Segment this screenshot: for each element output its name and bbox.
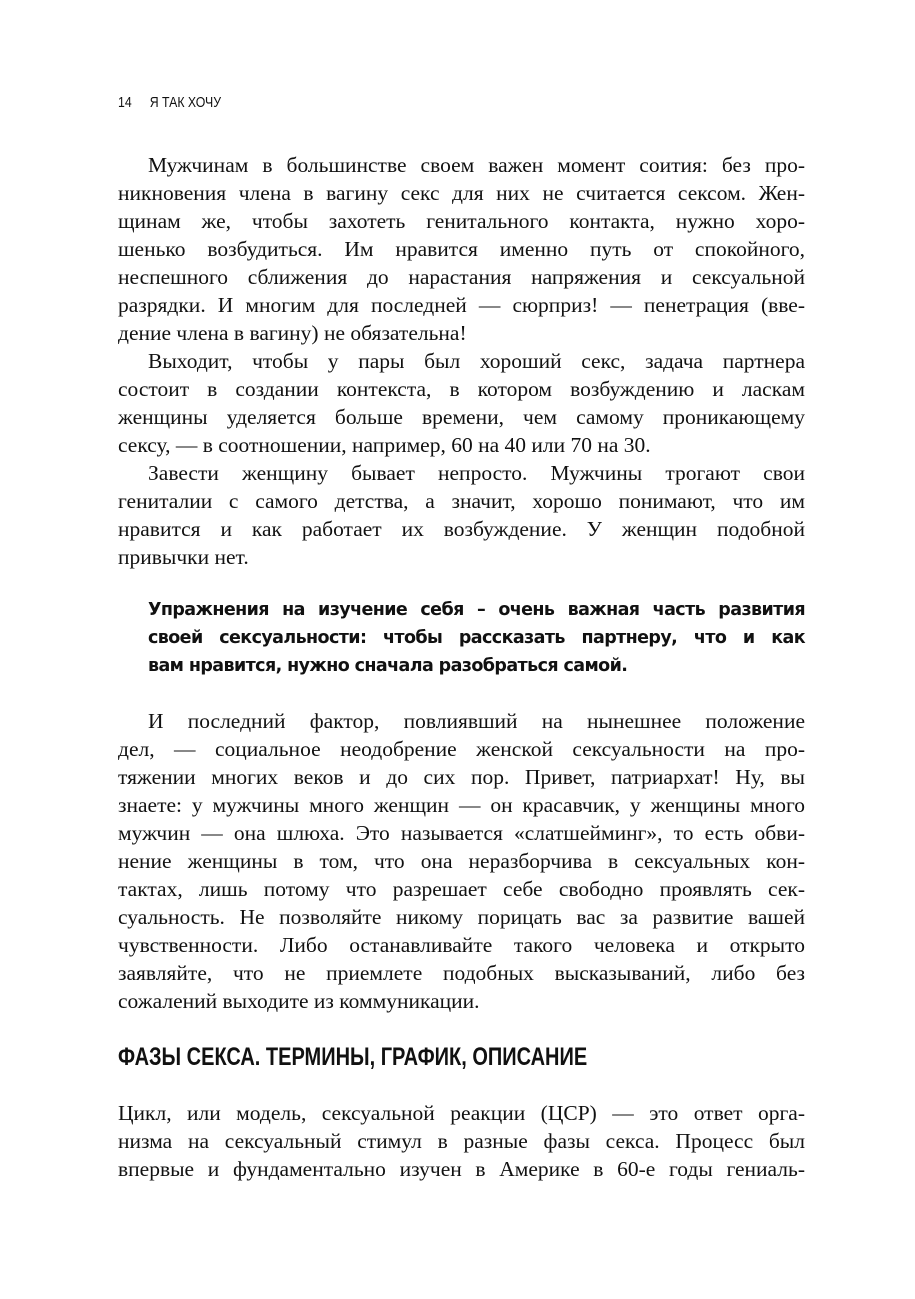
text-line: заявляйте, что не приемлете подобных высказываний, либо без [118,961,805,985]
text-line: сожалений выходите из коммуникации. [118,989,480,1013]
callout-line: вам нравится, нужно сначала разобраться самой. [148,656,628,676]
text-line: тяжении многих веков и до сих пор. Привет, патриархат! Ну, вы [118,765,805,789]
callout-line: своей сексуальности: чтобы рассказать партнеру, что и как [148,628,805,648]
text-line: знаете: у мужчины много женщин — он красавчик, у женщины много [118,793,805,817]
text-line: чувственности. Либо останавливайте такого человека и открыто [118,933,805,957]
text-line: привычки нет. [118,545,249,569]
text-line: никновения члена в вагину секс для них не считается сексом. Жен- [118,181,805,205]
text-line: разрядки. И многим для последней — сюрприз! — пенетрация (вве- [118,293,805,317]
text-line: женщины уделяется больше времени, чем самому проникающему [118,405,805,429]
text-line: неспешного сближения до нарастания напряжения и сексуальной [118,265,805,289]
text-line: дел, — социальное неодобрение женской сексуальности на про- [118,737,805,761]
text-line: Выходит, чтобы у пары был хороший секс, задача партнера [148,349,805,373]
page-number: 14 [118,94,132,111]
text-line: суальность. Не позволяйте никому порицать вас за развитие вашей [118,905,805,929]
running-header [118,94,239,111]
running-title: Я ТАК ХОЧУ [149,94,222,111]
section-heading: ФАЗЫ СЕКСА. ТЕРМИНЫ, ГРАФИК, ОПИСАНИЕ [118,1043,588,1071]
text-line: впервые и фундаментально изучен в Америке в 60-е годы гениаль- [118,1157,805,1181]
text-line: Мужчинам в большинстве своем важен момент соития: без про- [148,153,805,177]
text-line: шенько возбудиться. Им нравится именно путь от спокойного, [118,237,805,261]
text-line: Завести женщину бывает непросто. Мужчины трогают свои [148,461,805,485]
text-line: низма на сексуальный стимул в разные фазы секса. Процесс был [118,1129,805,1153]
text-line: мужчин — она шлюха. Это называется «слатшейминг», то есть обви- [118,821,805,845]
text-line: гениталии с самого детства, а значит, хорошо понимают, что им [118,489,805,513]
text-line: тактах, лишь потому что разрешает себе свободно проявлять сек- [118,877,805,901]
text-line: щинам же, чтобы захотеть генитального контакта, нужно хоро- [118,209,805,233]
text-line: нение женщины в том, что она неразборчива в сексуальных кон- [118,849,805,873]
text-line: дение члена в вагину) не обязательна! [118,321,467,345]
callout-line: Упражнения на изучение себя – очень важная часть развития [148,600,805,620]
text-line: нравится и как работает их возбуждение. У женщин подобной [118,517,805,541]
text-line: Цикл, или модель, сексуальной реакции (ЦСР) — это ответ орга- [118,1101,805,1125]
text-line: состоит в создании контекста, в котором возбуждению и ласкам [118,377,805,401]
text-line: И последний фактор, повлиявший на нынешнее положение [148,709,805,733]
text-line: сексу, — в соотношении, например, 60 на 40 или 70 на 30. [118,433,651,457]
